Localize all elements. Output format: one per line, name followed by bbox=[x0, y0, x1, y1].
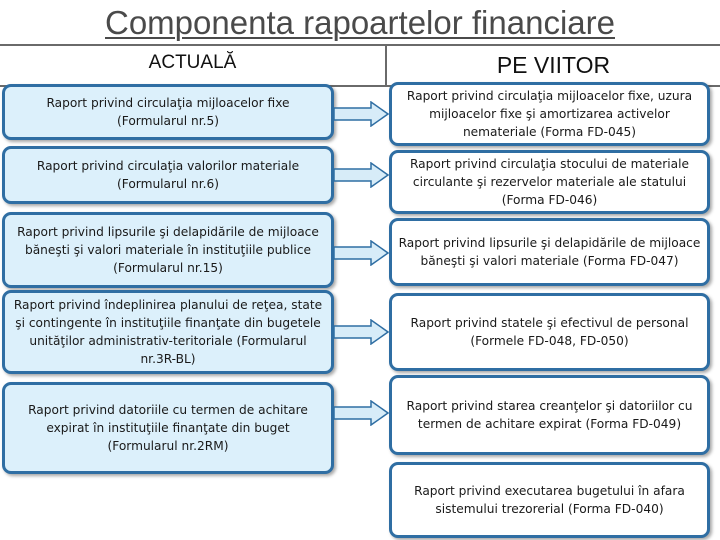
arrow-right-icon bbox=[333, 101, 389, 127]
arrow-right-icon bbox=[333, 400, 389, 426]
header-top-divider bbox=[0, 44, 720, 46]
arrow-right-icon bbox=[333, 162, 389, 188]
page-title: Componenta rapoartelor financiare bbox=[105, 4, 615, 41]
current-report-label: Raport privind circulaţia mijloacelor fixe (Formularul nr.5) bbox=[46, 96, 290, 128]
column-header-current: ACTUALĂ bbox=[148, 52, 237, 73]
column-header-future: PE VIITOR bbox=[496, 52, 611, 78]
future-report-box bbox=[389, 293, 710, 371]
future-report-label: Raport privind circulaţia mijloacelor fixe, uzura mijloacelor fixe şi amortizarea activelor nemateriale (Forma FD-045) bbox=[406, 89, 693, 139]
current-report-label: Raport privind circulaţia valorilor materiale (Formularul nr.6) bbox=[36, 159, 300, 191]
current-report-box bbox=[2, 84, 334, 140]
current-report-box bbox=[2, 290, 334, 374]
current-report-label: Raport privind datoriile cu termen de achitare expirat în instituţiile finanţate din buget (Formularul nr.2RM) bbox=[28, 403, 308, 453]
current-report-label: Raport privind lipsurile şi delapidările de mijloace băneşti şi valori materiale în instituţiile publice (Formularul nr.15) bbox=[17, 225, 319, 275]
arrow-right-icon bbox=[333, 319, 389, 345]
current-report-label: Raport privind îndeplinirea planului de reţea, state şi contingente în instituţiile finanţate din bugetele unităţilor administrativ-teritoriale (Formularul nr.3R-BL) bbox=[13, 298, 323, 366]
future-report-label: Raport privind statele şi efectivul de personal (Formele FD-048, FD-050) bbox=[410, 316, 689, 348]
future-report-label: Raport privind executarea bugetului în afara sistemului trezorerial (Forma FD-040) bbox=[414, 484, 685, 516]
arrow-right-icon bbox=[333, 240, 389, 266]
future-report-label: Raport privind starea creanţelor şi datoriilor cu termen de achitare expirat (Forma FD-049) bbox=[406, 399, 693, 431]
future-report-label: Raport privind lipsurile şi delapidările de mijloace băneşti şi valori materiale (Forma FD-047) bbox=[398, 236, 701, 268]
future-report-box bbox=[389, 462, 710, 538]
future-report-label: Raport privind circulaţia stocului de materiale circulante şi rezervelor materiale ale statului (Forma FD-046) bbox=[409, 157, 690, 207]
future-report-box bbox=[389, 150, 710, 214]
future-report-box bbox=[389, 218, 710, 286]
current-report-box bbox=[2, 382, 334, 474]
future-report-box bbox=[389, 375, 710, 455]
current-report-box bbox=[2, 212, 334, 288]
future-report-box bbox=[389, 82, 710, 146]
current-report-box bbox=[2, 146, 334, 204]
